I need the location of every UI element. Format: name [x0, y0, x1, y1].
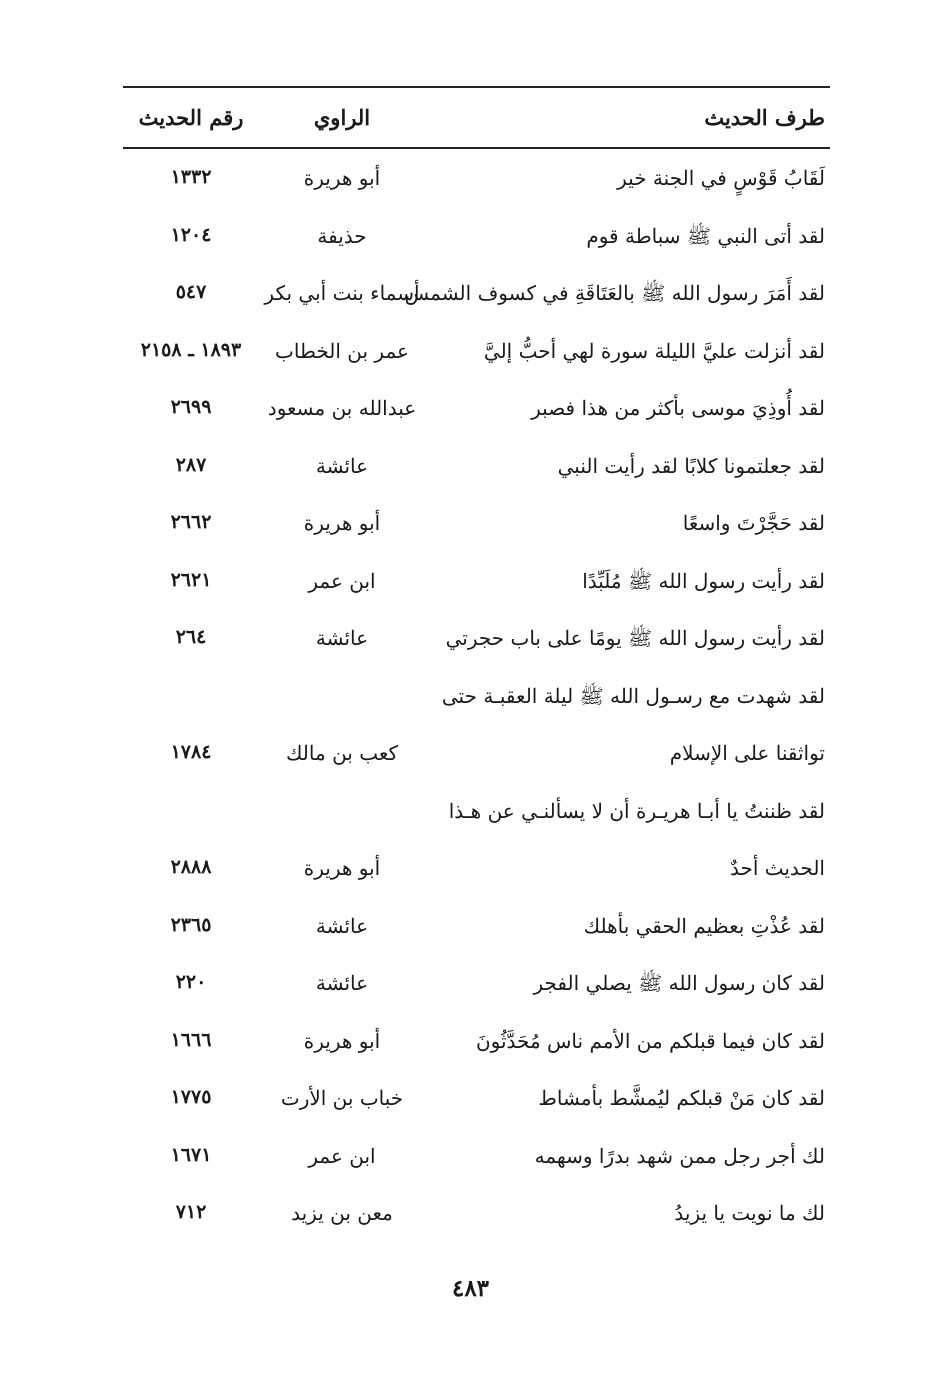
- hadith-text: تواثقنا على الإسلام: [669, 741, 825, 765]
- hadith-text: لقد جعلتمونا كلابًا لقد رأيت النبي: [557, 453, 825, 478]
- hadith-text: لقد رأيت رسول الله ﷺ يومًا على باب حجرتي: [445, 626, 825, 650]
- narrator: أبو هريرة: [303, 166, 381, 190]
- hadith-text: لقد أُوذِيَ موسى بأكثر من هذا فصبر: [531, 396, 825, 420]
- hadith-text: لَقَابُ قَوْسٍ في الجنة خير: [617, 166, 825, 190]
- hadith-text: لك ما نويت يا يزيدُ: [674, 1201, 825, 1225]
- hadith-text: لقد حَجَّرْتَ واسعًا: [682, 511, 825, 535]
- narrator: عائشة: [315, 913, 369, 938]
- top-rule: [123, 86, 830, 88]
- narrator: حذيفة: [317, 223, 367, 248]
- narrator: عائشة: [315, 453, 369, 478]
- hadith-text: لقد شهدت مع رسـول الله ﷺ ليلة العقبـة حتى: [441, 683, 825, 708]
- hadith-text: الحديث أحدٌ: [729, 856, 825, 880]
- page-number: ٤٨٣: [451, 1275, 490, 1302]
- hadith-number: ٢٦٤: [175, 626, 207, 648]
- hadith-number: ١٦٦٦: [170, 1028, 212, 1051]
- header-narrator: الراوي: [313, 105, 371, 130]
- header-number: رقم الحديث: [138, 105, 244, 130]
- narrator: ابن عمر: [308, 568, 376, 593]
- header-hadith: طرف الحديث: [704, 105, 825, 130]
- hadith-text: لقد كان فيما قبلكم من الأمم ناس مُحَدَّثُونَ: [475, 1028, 825, 1053]
- hadith-number: ٧١٢: [175, 1201, 207, 1223]
- narrator: عمر بن الخطاب: [275, 338, 409, 363]
- hadith-number: ٢٣٦٥: [170, 913, 212, 936]
- narrator: أبو هريرة: [303, 511, 381, 535]
- hadith-number: ١٣٣٢: [170, 166, 212, 188]
- narrator: كعب بن مالك: [285, 741, 399, 765]
- narrator: عائشة: [315, 971, 369, 995]
- hadith-text: لقد كان مَنْ قبلكم ليُمشَّط بأمشاط: [538, 1086, 825, 1110]
- hadith-text: لقد أتى النبي ﷺ سباطة قوم: [586, 223, 825, 248]
- narrator: خباب بن الأرت: [280, 1086, 404, 1110]
- hadith-number: ٥٤٧: [175, 281, 207, 303]
- hadith-number: ٢٦٩٩: [170, 396, 212, 418]
- hadith-number: ١٢٠٤: [170, 223, 212, 246]
- hadith-number: ٢٨٨٨: [170, 856, 212, 878]
- narrator: ابن عمر: [308, 1143, 376, 1168]
- narrator: عائشة: [315, 626, 369, 650]
- narrator: أبو هريرة: [303, 856, 381, 880]
- hadith-number: ١٦٧١: [170, 1143, 212, 1166]
- header-rule: [123, 147, 830, 149]
- hadith-text: لقد عُذْتِ بعظيم الحقي بأهلك: [583, 913, 825, 938]
- hadith-number: ١٧٧٥: [170, 1086, 212, 1108]
- hadith-number: ٢٢٠: [175, 971, 207, 993]
- hadith-text: لقد أنزلت عليَّ الليلة سورة لهي أحبُّ إليَّ: [483, 338, 825, 363]
- narrator: عبدالله بن مسعود: [267, 396, 417, 420]
- hadith-text: لقد ظننتُ يا أبـا هريـرة أن لا يسألنـي عن هـذا: [448, 798, 825, 823]
- hadith-text: لك أجر رجل ممن شهد بدرًا وسهمه: [534, 1143, 825, 1168]
- hadith-text: لقد أَمَرَ رسول الله ﷺ بالعَتَاقَةِ في كسوف الشمس: [404, 281, 825, 305]
- hadith-number: ٢٨٧: [175, 453, 207, 476]
- hadith-number: ٢٦٢١: [170, 568, 212, 591]
- hadith-number: ٢٦٦٢: [170, 511, 212, 533]
- narrator: معن بن يزيد: [291, 1201, 393, 1225]
- hadith-text: لقد رأيت رسول الله ﷺ مُلَبِّدًا: [582, 568, 825, 593]
- hadith-number: ١٨٩٣ ـ ٢١٥٨: [140, 338, 242, 361]
- narrator: أبو هريرة: [303, 1028, 381, 1053]
- hadith-number: ١٧٨٤: [170, 741, 212, 763]
- narrator: أسماء بنت أبي بكر: [264, 281, 420, 305]
- hadith-text: لقد كان رسول الله ﷺ يصلي الفجر: [533, 971, 825, 995]
